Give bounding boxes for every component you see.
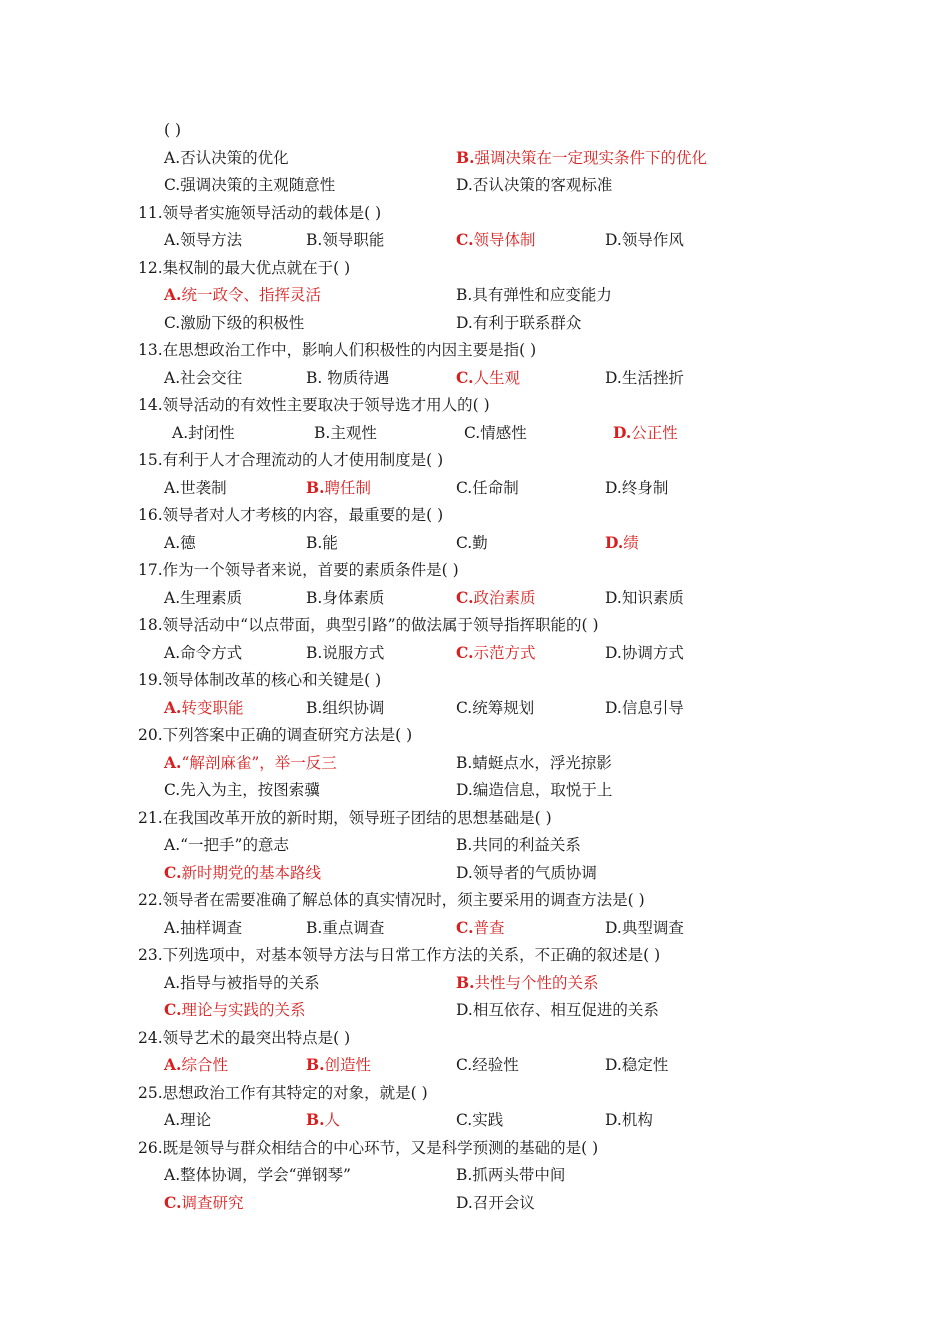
option-letter: D. bbox=[605, 368, 622, 387]
question-text: 18.领导活动中“以点带面，典型引路”的做法属于领导指挥职能的( ) bbox=[138, 616, 599, 634]
option-letter: B. bbox=[306, 1055, 325, 1074]
option-text: 否认决策的优化 bbox=[180, 148, 289, 167]
options-row bbox=[0, 777, 950, 803]
answer-option-correct bbox=[164, 1052, 228, 1078]
option-text: 理论与实践的关系 bbox=[181, 1001, 306, 1019]
question-text: 25.思想政治工作有其特定的对象，就是( ) bbox=[138, 1083, 428, 1102]
answer-option bbox=[314, 420, 377, 446]
answer-option bbox=[164, 832, 289, 858]
option-letter: B. bbox=[456, 836, 473, 854]
answer-option bbox=[164, 530, 196, 556]
option-letter: A. bbox=[172, 423, 189, 442]
answer-option-correct bbox=[164, 860, 321, 886]
question-stem bbox=[0, 255, 950, 281]
question-stem bbox=[0, 805, 950, 831]
option-text: 能 bbox=[322, 533, 338, 552]
options-row bbox=[0, 365, 950, 391]
answer-option-correct bbox=[456, 640, 535, 666]
answer-option-correct bbox=[456, 365, 520, 391]
question-text: 20.下列答案中正确的调查研究方法是( ) bbox=[138, 726, 413, 744]
options-row bbox=[0, 145, 950, 171]
option-text: 物质待遇 bbox=[322, 368, 390, 387]
option-letter: A. bbox=[164, 588, 181, 607]
option-letter: D. bbox=[605, 918, 622, 937]
option-text: 经验性 bbox=[472, 1056, 519, 1074]
answer-option bbox=[164, 777, 320, 803]
option-text: 具有弹性和应变能力 bbox=[472, 286, 612, 304]
option-letter: D. bbox=[605, 532, 624, 552]
option-text: 知识素质 bbox=[621, 588, 684, 607]
answer-option bbox=[605, 475, 668, 501]
option-letter: D. bbox=[605, 1111, 622, 1129]
question-text: 16.领导者对人才考核的内容，最重要的是( ) bbox=[138, 506, 444, 524]
option-letter: B. bbox=[306, 588, 323, 607]
option-text: 生理素质 bbox=[180, 588, 243, 607]
option-text: 统一政令、指挥灵活 bbox=[181, 286, 321, 304]
answer-option bbox=[456, 860, 597, 886]
options-row bbox=[0, 310, 950, 336]
option-letter: B. bbox=[314, 423, 331, 442]
answer-option-correct bbox=[306, 475, 371, 501]
question-text: 26.既是领导与群众相结合的中心环节，又是科学预测的基础的是( ) bbox=[138, 1138, 599, 1157]
answer-option bbox=[605, 695, 684, 721]
option-letter: D. bbox=[605, 231, 622, 249]
answer-option bbox=[306, 530, 338, 556]
question-stem bbox=[0, 1025, 950, 1051]
options-row bbox=[0, 530, 950, 556]
option-letter: C. bbox=[456, 533, 473, 552]
option-text: 命令方式 bbox=[180, 643, 243, 662]
option-letter: A. bbox=[164, 643, 181, 662]
option-letter: D. bbox=[456, 1001, 473, 1019]
option-text: 政治素质 bbox=[473, 588, 536, 607]
question-text: 21.在我国改革开放的新时期，领导班子团结的思想基础是( ) bbox=[138, 808, 552, 827]
option-text: 转变职能 bbox=[181, 698, 244, 717]
option-letter: C. bbox=[456, 587, 474, 607]
option-letter: B. bbox=[456, 753, 473, 772]
answer-option bbox=[164, 475, 227, 501]
answer-option bbox=[456, 475, 519, 501]
option-letter: A. bbox=[164, 1055, 182, 1074]
answer-option-correct bbox=[306, 1107, 340, 1133]
option-text: 示范方式 bbox=[473, 643, 536, 662]
option-letter: A. bbox=[164, 1166, 181, 1184]
option-text: 生活挫折 bbox=[621, 368, 684, 387]
options-row bbox=[0, 475, 950, 501]
answer-option bbox=[456, 172, 612, 198]
options-row bbox=[0, 1052, 950, 1078]
option-text: 世袭制 bbox=[180, 478, 227, 497]
answer-option-correct bbox=[456, 970, 599, 996]
option-text: 相互依存、相互促进的关系 bbox=[472, 1001, 659, 1019]
question-stem bbox=[0, 447, 950, 473]
option-letter: D. bbox=[613, 422, 632, 442]
question-stem bbox=[0, 200, 950, 226]
option-letter: A. bbox=[164, 973, 181, 992]
options-row bbox=[0, 640, 950, 666]
question-stem bbox=[0, 722, 950, 748]
answer-option bbox=[164, 1107, 211, 1133]
option-text: 说服方式 bbox=[322, 643, 385, 662]
option-letter: A. bbox=[164, 533, 181, 552]
option-text: 抓两头带中间 bbox=[472, 1166, 566, 1184]
option-letter: A. bbox=[164, 918, 181, 937]
answer-option bbox=[164, 145, 289, 171]
option-text: 身体素质 bbox=[322, 588, 385, 607]
option-letter: D. bbox=[605, 643, 622, 662]
option-letter: D. bbox=[456, 176, 473, 194]
option-text: 整体协调，学会“弹钢琴” bbox=[180, 1166, 351, 1184]
answer-option-correct bbox=[613, 420, 678, 446]
option-text: “一把手”的意志 bbox=[180, 836, 289, 854]
answer-option bbox=[456, 310, 581, 336]
option-text: 典型调查 bbox=[621, 918, 684, 937]
option-letter: A. bbox=[164, 368, 181, 387]
option-text: 任命制 bbox=[472, 478, 519, 497]
question-stem bbox=[0, 667, 950, 693]
option-letter: B. bbox=[306, 368, 323, 387]
option-text: 先入为主，按图索骥 bbox=[180, 781, 320, 799]
option-text: 蜻蜓点水，浮光掠影 bbox=[472, 753, 612, 772]
options-row bbox=[0, 860, 950, 886]
option-text: 编造信息，取悦于上 bbox=[472, 781, 613, 799]
option-letter: C. bbox=[456, 1111, 473, 1129]
option-text: 社会交往 bbox=[180, 368, 243, 387]
answer-option bbox=[456, 1190, 535, 1216]
options-row bbox=[0, 750, 950, 776]
answer-option bbox=[306, 915, 384, 941]
question-text: 12.集权制的最大优点就在于( ) bbox=[138, 258, 351, 277]
answer-option bbox=[456, 1107, 503, 1133]
options-row bbox=[0, 172, 950, 198]
option-text: 共性与个性的关系 bbox=[474, 973, 599, 992]
answer-option bbox=[164, 915, 242, 941]
option-letter: B. bbox=[306, 698, 323, 717]
option-text: 重点调查 bbox=[322, 918, 385, 937]
option-letter: C. bbox=[164, 176, 181, 194]
question-stem bbox=[0, 1135, 950, 1161]
question-stem bbox=[0, 502, 950, 528]
option-letter: C. bbox=[456, 642, 474, 662]
option-letter: D. bbox=[456, 313, 473, 332]
question-text: 11.领导者实施领导活动的载体是( ) bbox=[138, 203, 382, 222]
option-text: 创造性 bbox=[324, 1056, 372, 1074]
option-letter: B. bbox=[306, 533, 323, 552]
options-row bbox=[0, 915, 950, 941]
options-row bbox=[0, 282, 950, 308]
options-row bbox=[0, 1162, 950, 1188]
option-letter: C. bbox=[164, 1192, 182, 1212]
option-text: 领导作风 bbox=[621, 231, 684, 249]
option-letter: A. bbox=[164, 1111, 181, 1129]
option-letter: D. bbox=[605, 478, 622, 497]
answer-option bbox=[456, 530, 488, 556]
option-text: 共同的利益关系 bbox=[472, 836, 581, 854]
answer-option bbox=[456, 997, 659, 1023]
answer-option bbox=[306, 695, 384, 721]
question-text: ( ) bbox=[164, 121, 182, 139]
answer-option-correct bbox=[164, 282, 321, 308]
option-text: 勤 bbox=[472, 533, 488, 552]
option-letter: A. bbox=[164, 478, 181, 497]
answer-option-correct bbox=[306, 1052, 371, 1078]
option-letter: A. bbox=[164, 697, 182, 717]
option-text: 否认决策的客观标准 bbox=[472, 176, 613, 194]
options-row bbox=[0, 585, 950, 611]
option-letter: C. bbox=[164, 313, 181, 332]
question-text: 22.领导者在需要准确了解总体的真实情况时，须主要采用的调查方法是( ) bbox=[138, 891, 645, 909]
answer-option bbox=[605, 1107, 653, 1133]
option-letter: A. bbox=[164, 836, 181, 854]
answer-option bbox=[456, 777, 612, 803]
option-letter: C. bbox=[164, 1000, 182, 1019]
option-letter: D. bbox=[456, 781, 473, 799]
option-text: 有利于联系群众 bbox=[472, 313, 582, 332]
option-text: 统筹规划 bbox=[472, 698, 535, 717]
options-row bbox=[0, 1107, 950, 1133]
option-letter: C. bbox=[456, 478, 473, 497]
answer-option bbox=[306, 640, 384, 666]
option-text: 实践 bbox=[472, 1111, 504, 1129]
answer-option bbox=[456, 695, 534, 721]
option-letter: C. bbox=[456, 367, 474, 387]
option-letter: B. bbox=[306, 231, 323, 249]
option-letter: D. bbox=[605, 588, 622, 607]
answer-option-correct bbox=[456, 145, 707, 171]
question-text: 19.领导体制改革的核心和关键是( ) bbox=[138, 671, 382, 689]
answer-option-correct bbox=[164, 695, 243, 721]
answer-option bbox=[456, 750, 612, 776]
option-text: 情感性 bbox=[480, 423, 527, 442]
question-stem bbox=[0, 557, 950, 583]
option-text: 领导者的气质协调 bbox=[472, 863, 597, 882]
question-text: 24.领导艺术的最突出特点是( ) bbox=[138, 1028, 351, 1047]
option-text: “解剖麻雀”，举一反三 bbox=[181, 753, 337, 772]
option-letter: C. bbox=[464, 423, 481, 442]
option-text: 人生观 bbox=[473, 368, 520, 387]
answer-option bbox=[605, 640, 684, 666]
option-text: 强调决策的主观随意性 bbox=[180, 176, 336, 194]
question-stem bbox=[0, 392, 950, 418]
answer-option bbox=[456, 1052, 519, 1078]
option-letter: C. bbox=[164, 862, 182, 882]
question-text: 17.作为一个领导者来说，首要的素质条件是( ) bbox=[138, 561, 459, 579]
question-stem bbox=[0, 942, 950, 968]
option-text: 综合性 bbox=[181, 1056, 228, 1074]
option-letter: D. bbox=[456, 1193, 473, 1212]
answer-option-correct bbox=[456, 227, 535, 253]
option-text: 领导体制 bbox=[473, 231, 536, 249]
answer-option bbox=[172, 420, 235, 446]
option-letter: A. bbox=[164, 285, 182, 304]
answer-option bbox=[456, 832, 581, 858]
option-text: 人 bbox=[324, 1111, 341, 1129]
options-row bbox=[0, 832, 950, 858]
option-letter: D. bbox=[605, 1056, 622, 1074]
option-text: 协调方式 bbox=[621, 643, 684, 662]
answer-option bbox=[605, 1052, 668, 1078]
answer-option bbox=[164, 310, 304, 336]
question-stem bbox=[0, 887, 950, 913]
option-letter: D. bbox=[456, 863, 473, 882]
answer-option bbox=[164, 640, 242, 666]
option-text: 召开会议 bbox=[472, 1193, 535, 1212]
answer-option bbox=[164, 227, 242, 253]
answer-option bbox=[605, 365, 684, 391]
option-text: 绩 bbox=[623, 533, 639, 552]
option-letter: C. bbox=[456, 1056, 473, 1074]
option-text: 领导职能 bbox=[322, 231, 385, 249]
option-text: 抽样调查 bbox=[180, 918, 243, 937]
question-text: 13.在思想政治工作中，影响人们积极性的内因主要是指( ) bbox=[138, 341, 537, 359]
question-text: 23.下列选项中，对基本领导方法与日常工作方法的关系，不正确的叙述是( ) bbox=[138, 946, 661, 964]
option-letter: B. bbox=[306, 918, 323, 937]
option-text: 聘任制 bbox=[324, 478, 372, 497]
options-row bbox=[0, 1190, 950, 1216]
answer-option bbox=[164, 970, 320, 996]
answer-option bbox=[164, 585, 242, 611]
option-letter: B. bbox=[306, 643, 323, 662]
option-text: 封闭性 bbox=[188, 423, 235, 442]
answer-option bbox=[464, 420, 527, 446]
answer-option bbox=[164, 172, 335, 198]
option-letter: B. bbox=[456, 286, 473, 304]
question-stem bbox=[0, 337, 950, 363]
option-text: 稳定性 bbox=[621, 1056, 669, 1074]
option-text: 理论 bbox=[180, 1111, 212, 1129]
answer-option-correct bbox=[164, 750, 337, 776]
options-row bbox=[0, 227, 950, 253]
answer-option-correct bbox=[456, 915, 504, 941]
answer-option-correct bbox=[456, 585, 535, 611]
option-letter: B. bbox=[306, 477, 325, 497]
answer-option bbox=[456, 1162, 565, 1188]
option-letter: C. bbox=[456, 698, 473, 717]
option-letter: D. bbox=[605, 698, 622, 717]
option-letter: C. bbox=[456, 230, 474, 249]
answer-option bbox=[605, 227, 684, 253]
option-text: 信息引导 bbox=[621, 698, 684, 717]
option-letter: C. bbox=[456, 917, 474, 937]
question-text: 14.领导活动的有效性主要取决于领导选才用人的( ) bbox=[138, 396, 490, 414]
options-row bbox=[0, 695, 950, 721]
answer-option bbox=[164, 365, 242, 391]
option-letter: A. bbox=[164, 148, 181, 167]
answer-option bbox=[306, 365, 389, 391]
answer-option-correct bbox=[605, 530, 639, 556]
option-text: 主观性 bbox=[330, 423, 377, 442]
option-text: 新时期党的基本路线 bbox=[181, 863, 321, 882]
option-text: 激励下级的积极性 bbox=[180, 313, 305, 332]
question-text: 15.有利于人才合理流动的人才使用制度是( ) bbox=[138, 451, 444, 469]
option-text: 指导与被指导的关系 bbox=[180, 973, 320, 992]
option-text: 领导方法 bbox=[180, 231, 243, 249]
option-letter: B. bbox=[456, 1166, 473, 1184]
answer-option-correct bbox=[164, 997, 305, 1023]
question-stem bbox=[0, 1080, 950, 1106]
option-text: 机构 bbox=[621, 1111, 653, 1129]
option-letter: C. bbox=[164, 781, 181, 799]
option-letter: A. bbox=[164, 231, 181, 249]
options-row bbox=[0, 997, 950, 1023]
answer-option bbox=[164, 1162, 351, 1188]
answer-option bbox=[605, 915, 684, 941]
option-letter: B. bbox=[456, 972, 475, 992]
option-text: 德 bbox=[180, 533, 196, 552]
option-letter: B. bbox=[456, 147, 475, 167]
option-text: 组织协调 bbox=[322, 698, 385, 717]
option-text: 终身制 bbox=[621, 478, 669, 497]
options-row bbox=[0, 420, 950, 446]
option-text: 公正性 bbox=[631, 423, 678, 442]
option-letter: A. bbox=[164, 752, 182, 772]
question-stem-continued bbox=[0, 117, 950, 143]
answer-option bbox=[306, 585, 384, 611]
option-text: 普查 bbox=[473, 918, 505, 937]
option-letter: B. bbox=[306, 1110, 325, 1129]
options-row bbox=[0, 970, 950, 996]
option-text: 强调决策在一定现实条件下的优化 bbox=[474, 148, 708, 167]
answer-option bbox=[306, 227, 384, 253]
answer-option bbox=[605, 585, 684, 611]
question-stem bbox=[0, 612, 950, 638]
option-text: 调查研究 bbox=[181, 1193, 244, 1212]
answer-option-correct bbox=[164, 1190, 243, 1216]
answer-option bbox=[456, 282, 612, 308]
